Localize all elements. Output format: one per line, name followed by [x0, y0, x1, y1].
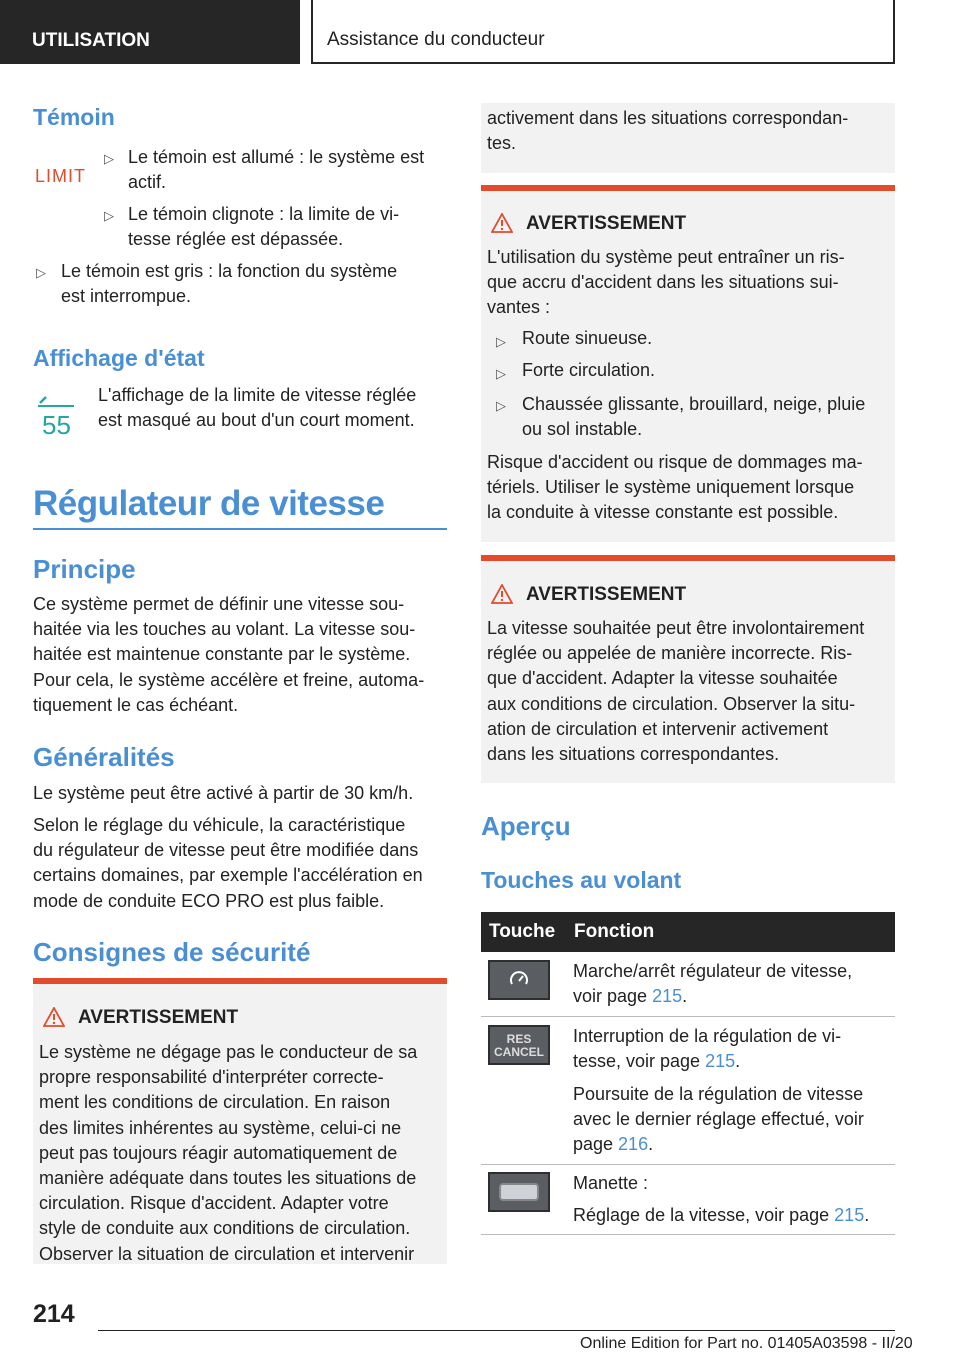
generalites-heading: Généralités: [33, 742, 175, 772]
warning-text: La vitesse souhaitée peut être involontairement réglée ou appelée de manière incorrecte. Ris- que d'accident. Adapter la vitesse souhaitée aux conditions de circulation. Observer la situ- ation de circulation et intervenir activement dans les situations correspondantes.: [487, 618, 865, 765]
limit-indicator-icon: LIMIT: [35, 166, 87, 186]
column-header-fonction: Fonction: [574, 921, 655, 942]
temoin-heading: Témoin: [33, 104, 115, 130]
res-cancel-button-image: RES CANCEL: [488, 1025, 550, 1065]
temoin-item-2: Le témoin clignote : la limite de vi- tesse réglée est dépassée.: [128, 204, 400, 249]
table-row: Interruption de la régulation de vi- tesse, voir page 215. Poursuite de la régulation de vitesse avec le dernier réglage effectué, voir page 216.: [573, 1026, 864, 1154]
section-title: UTILISATION: [32, 30, 150, 51]
column-header-touche: Touche: [489, 921, 556, 942]
bullet-icon: ▷: [104, 151, 114, 166]
table-row: Marche/arrêt régulateur de vitesse, voir page 215.: [573, 961, 853, 1006]
principe-heading: Principe: [33, 554, 136, 584]
table-row: Manette : Réglage de la vitesse, voir page 215.: [573, 1173, 870, 1225]
edition-text: Online Edition for Part no. 01405A03598 - II/20: [580, 1335, 913, 1352]
speed-limit-display-icon: 55: [34, 392, 82, 442]
bullet-icon: ▷: [496, 398, 506, 413]
warning-title: AVERTISSEMENT: [526, 584, 687, 605]
consignes-heading: Consignes de sécurité: [33, 937, 311, 967]
warning-bar: [481, 185, 895, 191]
row-divider: [481, 1164, 895, 1165]
touches-heading: Touches au volant: [481, 867, 682, 893]
section-tab: [0, 0, 300, 64]
warning-intro: L'utilisation du système peut entraîner un ris- que accru d'accident dans les situations sui- vantes :: [487, 247, 845, 318]
warning-triangle-icon: [491, 584, 513, 604]
row-divider: [481, 1234, 895, 1235]
generalites-p2: Selon le réglage du véhicule, la caractéristique du régulateur de vitesse peut être modifiée dans certains domaines, par exemple l'accélération en mode de conduite ECO PRO est plus faible.: [33, 815, 423, 911]
generalites-p1: Le système peut être activé à partir de 30 km/h.: [33, 783, 414, 803]
affichage-heading: Affichage d'état: [33, 345, 205, 371]
bullet-icon: ▷: [36, 265, 46, 280]
page-link[interactable]: 215: [705, 1051, 736, 1071]
warning-bullet-2: Forte circulation.: [522, 360, 656, 380]
temoin-item-3: Le témoin est gris : la fonction du système est interrompue.: [61, 261, 398, 306]
page-link[interactable]: 215: [652, 986, 683, 1006]
warning-box-2: [481, 185, 895, 542]
cruise-control-icon: [490, 962, 548, 998]
footer-divider: [98, 1330, 895, 1331]
page-number: 214: [33, 1300, 75, 1328]
bullet-icon: ▷: [496, 366, 506, 381]
warning-bar: [33, 978, 447, 984]
chapter-title: Assistance du conducteur: [327, 29, 545, 50]
main-title: Régulateur de vitesse: [33, 484, 385, 523]
temoin-item-1: Le témoin est allumé : le système est actif.: [128, 147, 425, 192]
cruise-onoff-button-image: [488, 960, 550, 1000]
warning-bullet-1: Route sinueuse.: [522, 328, 653, 348]
bullet-icon: ▷: [496, 334, 506, 349]
warning-title: AVERTISSEMENT: [526, 213, 687, 234]
warning-continuation: activement dans les situations correspondan- tes.: [481, 103, 895, 173]
warning-box-3: [481, 555, 895, 783]
title-underline: [33, 528, 447, 530]
principe-text: Ce système permet de définir une vitesse sou- haitée via les touches au volant. La vitesse sou- haitée est maintenue constante par le système. Pour cela, le système accélère et freine, automa- tiquement le cas échéant.: [33, 594, 425, 715]
page-link[interactable]: 216: [618, 1134, 649, 1154]
warning-bar: [481, 555, 895, 561]
table-header: [481, 912, 895, 952]
warning-triangle-icon: [43, 1007, 65, 1027]
warning-bullet-3: Chaussée glissante, brouillard, neige, pluie ou sol instable.: [522, 394, 866, 439]
row-divider: [481, 1016, 895, 1017]
chapter-tab: [311, 0, 895, 64]
apercu-heading: Aperçu: [481, 811, 571, 841]
warning-text: Le système ne dégage pas le conducteur de sa propre responsabilité d'interpréter correcte- ment les conditions de circulation. En raison des limites inhérentes au système, celui-ci ne peut pas toujours réagir automatiquement de manière adéquate dans toutes les situations de circulation. Risque d'accident. Adapter votre style de conduite aux conditions de circulation. Observer la situation de circulation et intervenir: [39, 1042, 418, 1264]
affichage-text: L'affichage de la limite de vitesse réglée est masqué au bout d'un court moment.: [98, 385, 417, 430]
warning-outro: Risque d'accident ou risque de dommages ma- tériels. Utiliser le système uniquement lorsque la conduite à vitesse constante est possible.: [487, 452, 863, 523]
warning-triangle-icon: [491, 213, 513, 233]
bullet-icon: ▷: [104, 208, 114, 223]
lever-button-image: [488, 1172, 550, 1212]
lever-icon: [499, 1183, 539, 1201]
warning-box-1: [33, 978, 447, 1264]
page-link[interactable]: 215: [834, 1205, 865, 1225]
warning-title: AVERTISSEMENT: [78, 1007, 239, 1028]
